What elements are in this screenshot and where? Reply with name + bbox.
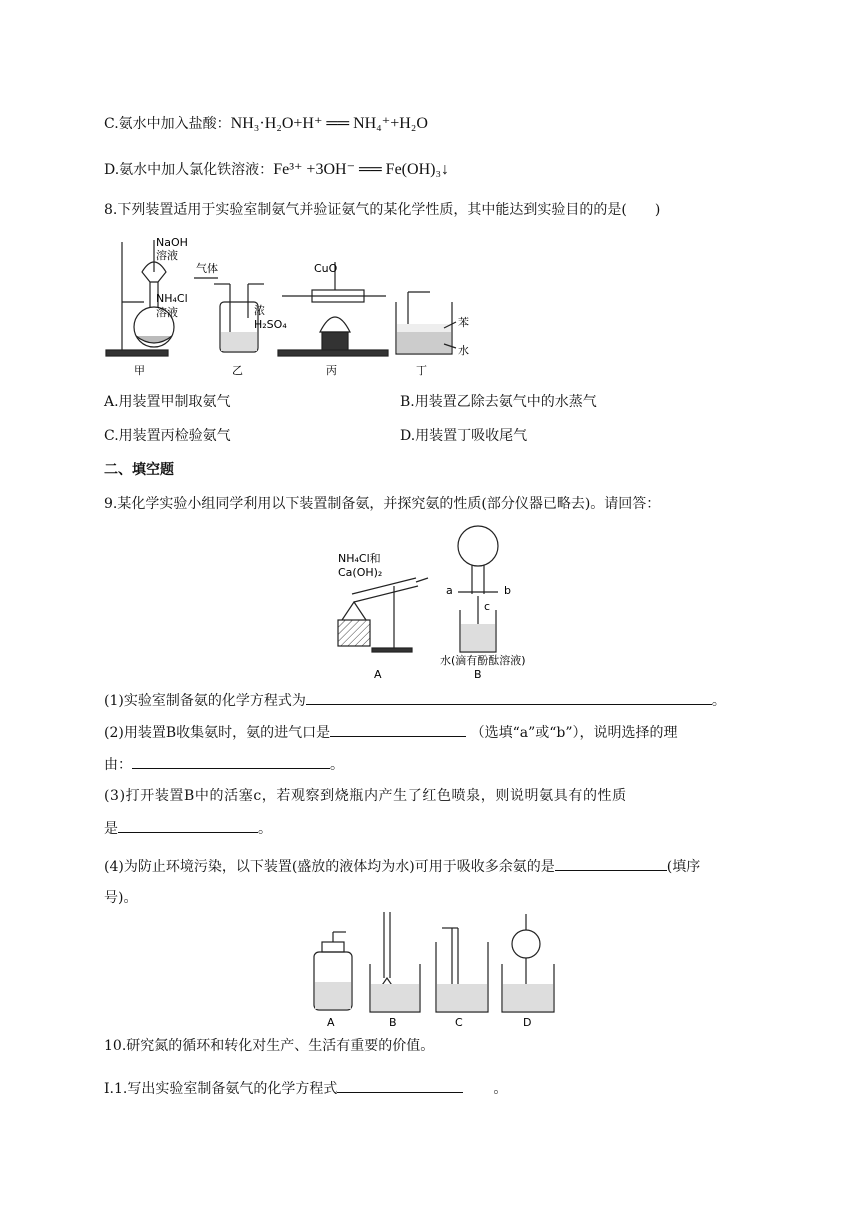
q9-part2-answer-blank[interactable] xyxy=(330,722,466,737)
fig8-yi: 乙 xyxy=(232,364,243,377)
q8-option-c: C.用装置丙检验氨气 xyxy=(104,428,231,444)
q10-part1-answer-blank[interactable] xyxy=(337,1078,463,1093)
q9-part3-end: 。 xyxy=(258,821,272,837)
absorb-label-b: B xyxy=(389,1016,397,1029)
fig9-reagent1: NH₄Cl和 xyxy=(338,552,381,565)
fig8-jia: 甲 xyxy=(134,364,145,377)
fig8-ding: 丁 xyxy=(416,364,427,377)
q9-part2-reason-text: 由： xyxy=(104,757,132,773)
q7-option-d xyxy=(104,160,449,180)
q9-absorb-apparatus-figure xyxy=(300,908,560,1030)
fig9-valve-c: c xyxy=(484,600,491,613)
q9-part3-line2 xyxy=(104,818,272,839)
q9-part3-line2-text: 是 xyxy=(104,821,118,837)
fig9-port-b: b xyxy=(504,584,511,597)
fig9-port-a: a xyxy=(446,584,453,597)
q9-part4-answer-blank[interactable] xyxy=(555,856,667,871)
fig9-label-a: A xyxy=(374,668,382,681)
fig8-bing: 丙 xyxy=(326,364,337,377)
q8-stem: 8.下列装置适用于实验室制氨气并验证氨气的某化学性质，其中能达到实验目的的是( ) xyxy=(104,202,661,218)
q9-part2-reason-blank[interactable] xyxy=(132,754,330,769)
q9-part1-answer-blank[interactable] xyxy=(306,690,712,705)
q8-option-d: D.用装置丁吸收尾气 xyxy=(400,428,528,444)
q7-option-d-formula: Fe³⁺ +3OH⁻ ══ Fe(OH)₃↓ xyxy=(273,161,450,178)
q10-part1-text: I.1.写出实验室制备氨气的化学方程式 xyxy=(104,1081,338,1097)
q9-part3-answer-blank[interactable] xyxy=(118,818,258,833)
absorb-label-c: C xyxy=(455,1016,463,1029)
q8-apparatus-figure xyxy=(104,232,474,378)
fig8-rongye2: 溶液 xyxy=(156,306,178,319)
fig8-naoh: NaOH xyxy=(156,236,188,249)
q7-option-c-formula: NH₃·H₂O+H⁺ ══ NH₄⁺+H₂O xyxy=(230,115,428,132)
fig8-nong: 浓 xyxy=(254,304,265,317)
fig8-ben: 苯 xyxy=(458,316,469,329)
q10-stem: 10.研究氮的循环和转化对生产、生活有重要的价值。 xyxy=(104,1038,435,1054)
q7-option-d-text: D.氨水中加人氯化铁溶液： xyxy=(104,162,274,178)
q8-option-a: A.用装置甲制取氨气 xyxy=(104,394,231,410)
fig9-reagent2: Ca(OH)₂ xyxy=(338,566,383,579)
q10-part1 xyxy=(104,1078,507,1099)
absorb-label-d: D xyxy=(523,1016,532,1029)
q9-part4-post: (填序 xyxy=(666,859,701,875)
q7-option-c xyxy=(104,114,428,134)
fig8-rongye1: 溶液 xyxy=(156,249,178,262)
q9-stem: 9.某化学实验小组同学利用以下装置制备氨，并探究氨的性质(部分仪器已略去)。请回答： xyxy=(104,496,661,512)
q9-part1 xyxy=(104,690,726,711)
q9-part3: (3)打开装置B中的活塞c，若观察到烧瓶内产生了红色喷泉，则说明氨具有的性质 xyxy=(104,788,627,804)
fig8-qiti: 气体 xyxy=(196,262,218,275)
q9-part4 xyxy=(104,856,700,877)
q10-part1-end: 。 xyxy=(493,1081,508,1097)
q9-part2-text: (2)用装置B收集氨时，氨的进气口是 xyxy=(104,725,331,741)
q7-option-c-text: C.氨水中加入盐酸： xyxy=(104,116,231,132)
q9-part2-reason xyxy=(104,754,344,775)
fig9-water: 水(滴有酚酞溶液) xyxy=(440,654,526,667)
fig9-label-b: B xyxy=(474,668,482,681)
q9-part2 xyxy=(104,722,678,743)
q9-part4-line2: 号)。 xyxy=(104,890,138,906)
fig8-nh4cl: NH₄Cl xyxy=(156,292,188,305)
q9-part1-text: (1)实验室制备氨的化学方程式为 xyxy=(104,693,306,709)
q9-part1-end: 。 xyxy=(711,693,726,709)
q9-part4-text: (4)为防止环境污染，以下装置(盛放的液体均为水)可用于吸收多余氨的是 xyxy=(104,859,555,875)
q9-part2-reason-end: 。 xyxy=(330,757,344,773)
absorb-label-a: A xyxy=(327,1016,335,1029)
q9-apparatus-figure xyxy=(332,520,532,684)
fig8-shui: 水 xyxy=(458,344,469,357)
q8-option-b: B.用装置乙除去氨气中的水蒸气 xyxy=(400,394,597,410)
section-heading: 二、填空题 xyxy=(104,462,174,478)
fig8-h2so4: H₂SO₄ xyxy=(254,318,287,331)
fig8-cuo: CuO xyxy=(314,262,338,275)
q9-part2-mid: （选填“a”或“b”），说明选择的理 xyxy=(470,725,678,741)
